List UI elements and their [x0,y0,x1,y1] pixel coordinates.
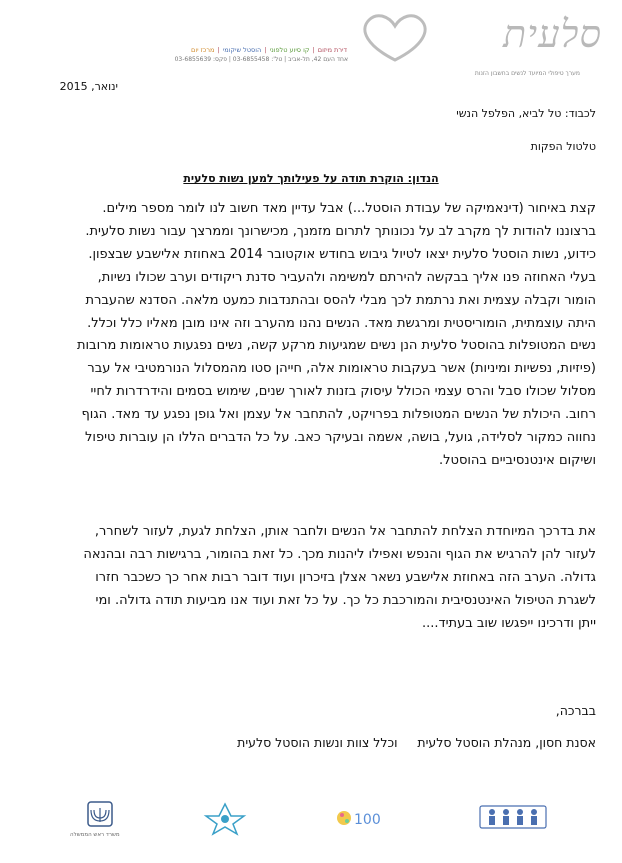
salit-logo [355,8,610,77]
body-line: ברצוננו להודות לך מקרב לב על נכונותך לתרום מזמנך, מכישרונך וממרצך עבור נשות סלעית. [85,223,596,239]
subject-text: הנדון: הוקרת תודה על פעילותך למען נשות סלעית [183,172,439,185]
body-line: ייתן ודרכינו ייפגשו שוב בעתיד.... [422,615,596,631]
recipient-company: טלטול הפקות [530,140,596,153]
pm-office-logo [70,800,120,840]
star-logo [200,800,250,840]
service-item: הוסטל שיקומי [222,46,262,54]
body-line: (פיזיות, נפשיות ומיניות) אשר בעקבות טראומות אלה, חייהן סטו מהמסלול הנורמטיבי אל עבר [87,361,596,377]
pm-office-label: משרד ראש הממשלה [70,832,120,838]
family-logo [478,800,548,840]
signature-team: וכלל צוות ונשות הוסטל סלעית [237,735,398,750]
anniversary-100-logo-icon [332,800,382,836]
body-line: כידוע, נשות הוסטל סלעית יצאו לטיול גיבוש בחודש אוקטובר 2014 באחוזת אלישבע שבצפון. [88,246,596,262]
body-line: בעלי האחוזה פנו אליך בבקשה להירתם למשימה ולהעביר סדנת ריקודים וערב שכולו נשיות, [97,269,596,285]
body-line: ושיקום אינטנסיביים בהוסטל. [439,452,596,468]
recipient-line: לכבוד: טל לביא, הפלפל הנשי [456,107,596,120]
letter-closing: בברכה, [555,703,596,718]
heart-logo-icon [355,8,475,68]
header-address: אחד העם 42, תל-אביב | טל': 03-6855458 | פקס: 03-6855639 [174,56,348,63]
service-item: קו סיוע טלפוני [269,46,310,54]
body-line: רחוב. היכולת של הנשים המטופלות בפרויקט, להתחבר אל עצמן ואל גופן נפגע עד מאד. הגוף [81,407,596,423]
paragraph-1 [28,198,596,473]
body-line: גדולה. הערב הזה באחוזת אלישבע נשאר אצלן בזיכרון ועוד דובר רבות אחר כך כשכבר חזרו [95,569,596,585]
letter-subject [0,172,622,185]
body-line: לעזור להן להרגיש את הגוף והנפש ואפילו ליהנות מכך. כל זאת בהומור, ברגישות רבה ובהנאה [83,546,596,562]
body-line: הומור וקבלה עצמית ואת נרתמת לכך מבלי להסס ובהתנדבות כמעט מלאה. הסדנא שהעברת [85,292,596,308]
signature-author: אסנת חסון, מנהלת הוסטל סלעית [417,735,596,750]
body-line: מסלול שכולו סבל והרס עצמי הכולל עיסוק בזנות לאורך שנים, שימוש בסמים והידרדרות לחיי [90,384,596,400]
body-line: היתה עוצמתית, הומוריסטית ומרגשת מאד. הנשים נהנו מהערב וזה אינו מובן מאליו כלל וכלל. [87,315,596,331]
service-item: דירת מיזום [317,46,347,54]
service-item: מרכז יום [191,46,215,54]
logo-wordmark: סלעית [502,12,602,56]
star-logo-icon [200,800,250,836]
menorah-emblem-icon [80,800,120,830]
body-line: נחווה כמקור לסלידה, גועל, בושה, אשמה ובעיקר כאב. על כל הדברים הללו הן עוברות טיפול [85,430,596,446]
body-line: את בדרכך המיוחדת הצלחת להתחבר אל הנשים ולחבר אותן, הצלחת לגעת, לעזור לשחרר, [94,524,596,539]
logo-tagline: מערך טיפולי המיועד לנשים בחשבון הזנות [474,70,580,77]
family-figures-logo-icon [478,800,548,836]
anniversary-logo [332,800,382,840]
body-line: נשים המטופלות בהוסטל סלעית הנן נשים שמגיעות מרקע קשה, נשים נפגעות טראומות מרובות [76,338,596,354]
body-line: לשגרת הטיפול האינטנסיבית והמורכבת כל כך. על כל זאת ועוד אנו מביעות תודה גדולה. ומי [95,592,596,608]
body-line: קצת באיחור (דינאמיקה של עבודת הוסטל...) אבל עדיין מאד חשוב לנו לומר מספר מילים. [102,201,596,216]
header-services: דירת מיזום | קו סיוע טלפוני | הוסטל שיקומי | מרכז יום [191,46,347,54]
letter-date: ינואר, 2015 [59,80,118,93]
anniversary-number: 100 [354,812,381,828]
letter-signature [237,735,596,750]
paragraph-2 [28,521,596,636]
